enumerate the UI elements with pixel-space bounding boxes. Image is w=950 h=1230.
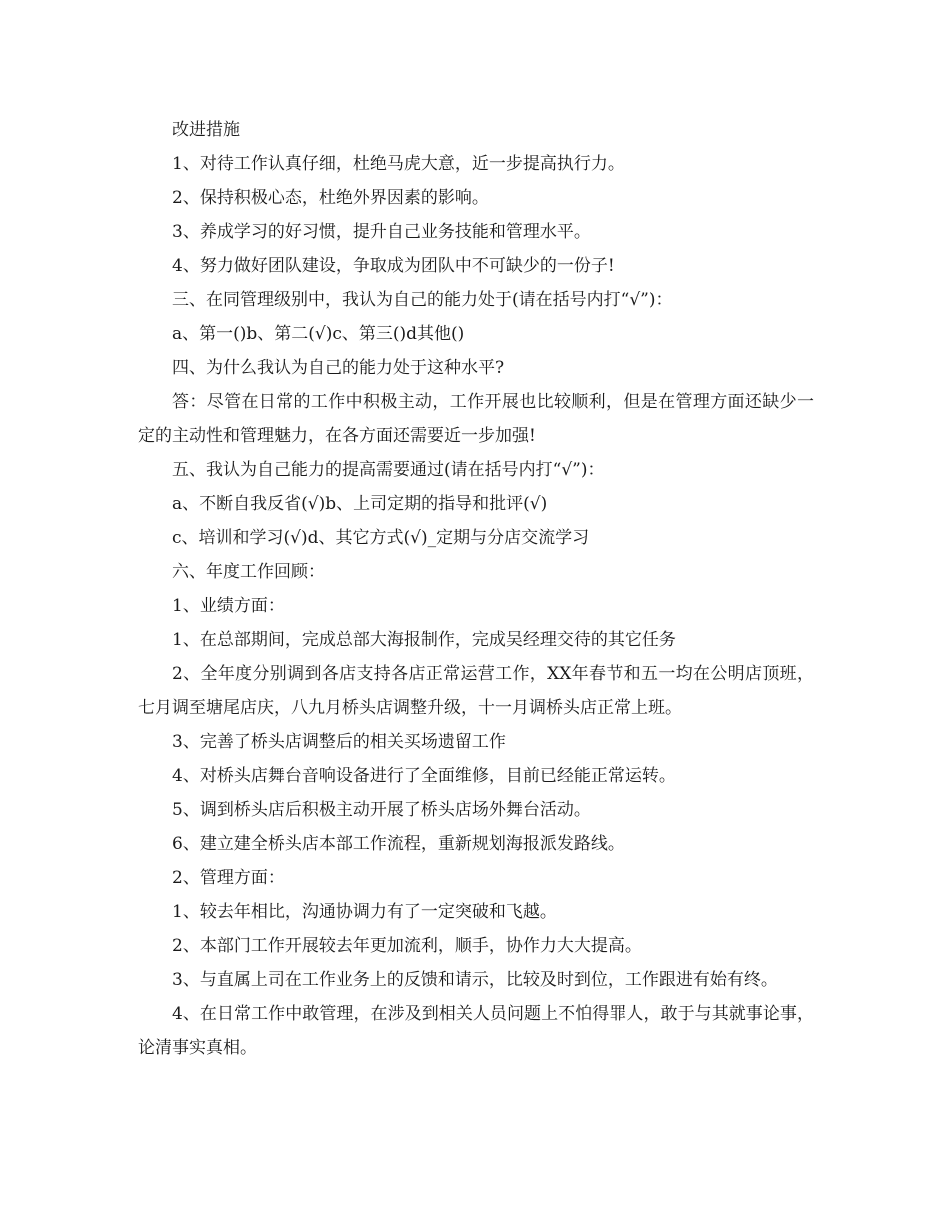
paragraph: 4、对桥头店舞台音响设备进行了全面维修，目前已经能正常运转。 [172,766,676,786]
paragraph: 5、调到桥头店后积极主动开展了桥头店场外舞台活动。 [172,800,591,820]
paragraph: 2、保持积极心态，杜绝外界因素的影响。 [172,188,489,208]
paragraph: 1、对待工作认真仔细，杜绝马虎大意，近一步提高执行力。 [172,154,625,174]
section-heading-6: 六、年度工作回顾： [172,562,325,582]
section-heading-5: 五、我认为自己能力的提高需要通过(请在括号内打“√”)： [172,460,605,480]
paragraph: c、培训和学习(√)d、其它方式(√)_定期与分店交流学习 [172,528,590,548]
paragraph: a、第一()b、第二(√)c、第三()d其他() [172,324,465,344]
subheading-performance: 1、业绩方面： [172,596,285,616]
section-heading-improvement: 改进措施 [172,120,240,140]
section-heading-4: 四、为什么我认为自己的能力处于这种水平? [172,358,505,378]
paragraph: 3、完善了桥头店调整后的相关买场遗留工作 [172,732,506,752]
paragraph: 3、与直属上司在工作业务上的反馈和请示，比较及时到位，工作跟进有始有终。 [172,970,778,990]
subheading-management: 2、管理方面： [172,868,285,888]
paragraph: 答：尽管在日常的工作中积极主动，工作开展也比较顺利，但是在管理方面还缺少一定的主动性和管理魅力，在各方面还需要近一步加强! [138,392,814,446]
paragraph: a、不断自我反省(√)b、上司定期的指导和批评(√) [172,494,548,514]
paragraph: 4、努力做好团队建设，争取成为团队中不可缺少的一份子! [172,256,615,276]
paragraph: 1、较去年相比，沟通协调力有了一定突破和飞越。 [172,902,557,922]
paragraph: 4、在日常工作中敢管理，在涉及到相关人员问题上不怕得罪人，敢于与其就事论事，论清事实真相。 [138,1004,814,1058]
paragraph: 2、本部门工作开展较去年更加流利，顺手，协作力大大提高。 [172,936,642,956]
document-body [138,113,814,1065]
paragraph: 3、养成学习的好习惯，提升自己业务技能和管理水平。 [172,222,591,242]
paragraph: 1、在总部期间，完成总部大海报制作，完成吴经理交待的其它任务 [172,630,676,650]
paragraph: 6、建立建全桥头店本部工作流程，重新规划海报派发路线。 [172,834,625,854]
section-heading-3: 三、在同管理级别中，我认为自己的能力处于(请在括号内打“√”)： [172,290,673,310]
paragraph: 2、全年度分别调到各店支持各店正常运营工作，XX年春节和五一均在公明店顶班，七月调至塘尾店庆，八九月桥头店调整升级，十一月调桥头店正常上班。 [138,664,814,718]
